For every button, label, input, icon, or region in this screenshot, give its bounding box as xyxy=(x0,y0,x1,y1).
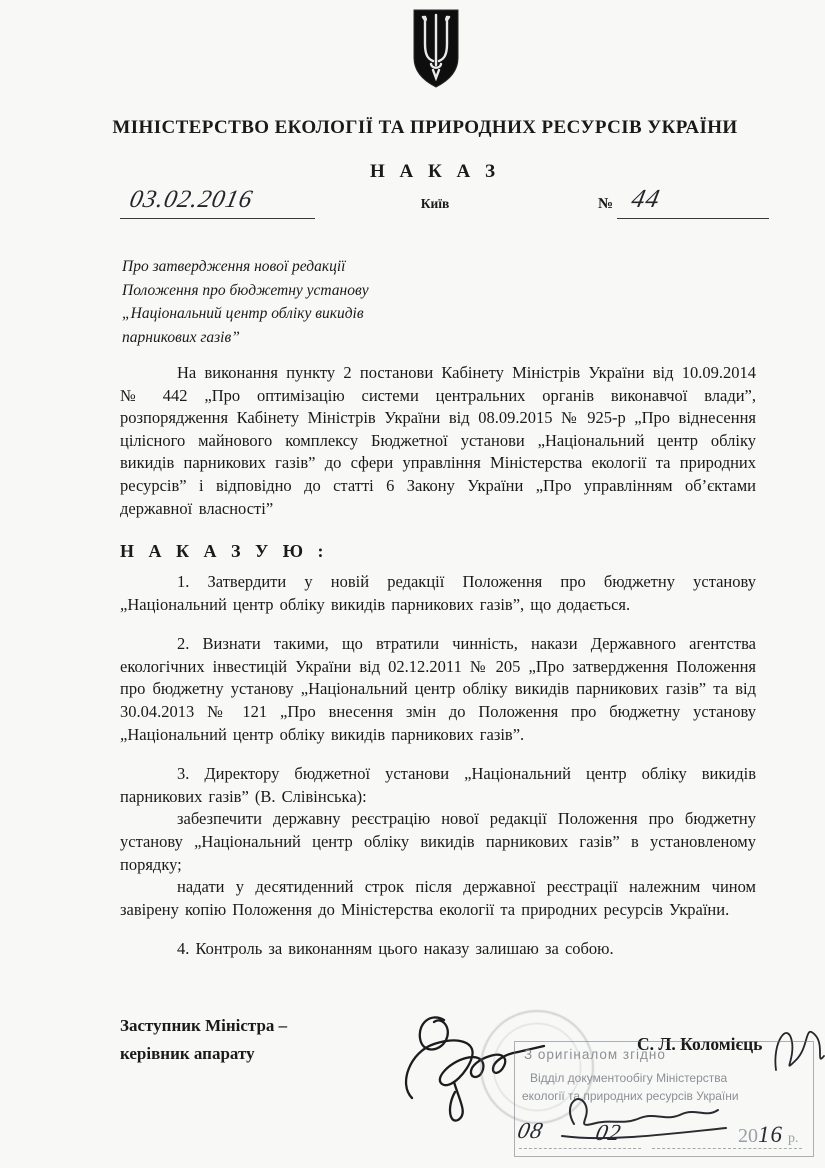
number-label: № xyxy=(598,196,614,212)
handwritten-number: 44 xyxy=(629,184,664,213)
stamp-signature-scribble xyxy=(548,1086,738,1146)
number-underline xyxy=(617,218,769,219)
document-type-heading: Н А К А З xyxy=(369,161,501,182)
preamble-paragraph: На виконання пункту 2 постанови Кабінету Міністрів України від 10.09.2014 № 442 „Про оптимізацію системи центральних органів виконавчої влади”, розпорядження Кабінету Міністрів України від 08.09.2015 № 925-р „Про віднесення цілісного майнового комплексу Бюджетної установи „Національний центр обліку викидів парникових газів” до сфери управління Міністерства екології та природних ресурсів” і відповідно до статті 6 Закону України „Про управлінням об’єктами державної власності” xyxy=(120,363,756,518)
stamp-year-suffix: р. xyxy=(788,1131,799,1146)
stamp-handwritten-month: 02 xyxy=(593,1120,624,1145)
subject-block xyxy=(122,255,452,349)
stamp-line-department: Відділ документообігу Міністерства xyxy=(530,1071,728,1085)
stamp-year-prefix: 20 xyxy=(738,1125,758,1147)
subject-line: Положення про бюджетну установу xyxy=(122,281,369,299)
subject-line: парникових газів” xyxy=(122,328,240,346)
order-heading: Н А К А З У Ю : xyxy=(120,541,329,561)
stamp-date-dotted-line xyxy=(519,1148,641,1149)
date-underline xyxy=(120,218,315,219)
ministry-title: МІНІСТЕРСТВО ЕКОЛОГІЇ ТА ПРИРОДНИХ РЕСУРСІВ УКРАЇНИ xyxy=(112,117,738,138)
order-item-2: 2. Визнати такими, що втратили чинність, накази Державного агентства екологічних інвестицій України від 02.12.2011 № 205 „Про затвердження Положення про бюджетну установу „Національний центр обліку викидів парникових газів” та від 30.04.2013 № 121 „Про внесення змін до Положення про бюджетну установу „Національний центр обліку викидів парникових газів”. xyxy=(120,634,756,744)
stamp-date-dotted-line xyxy=(652,1148,802,1149)
order-item-3-sub-2: надати у десятиденний строк після державної реєстрації належним чином завірену копію Положення до Міністерства екології та природних ресурсів України. xyxy=(120,877,756,919)
order-item-1: 1. Затвердити у новій редакції Положення про бюджетну установу „Національний центр обліку викидів парникових газів”, що додається. xyxy=(120,572,756,614)
ukraine-trident-emblem-icon xyxy=(411,8,461,90)
stamp-handwritten-year: 16 xyxy=(758,1122,783,1147)
handwritten-date: 03.02.2016 xyxy=(127,186,256,213)
stamp-handwritten-day: 08 xyxy=(515,1118,546,1143)
signer-position-line: Заступник Міністра – xyxy=(120,1016,288,1035)
order-item-3-sub-1: забезпечити державну реєстрацію нової редакції Положення про бюджетну установу „Національний центр обліку викидів парникових газів” в установленому порядку; xyxy=(120,809,756,874)
stamp-line-ministry: екології та природних ресурсів України xyxy=(522,1089,739,1103)
signer-position xyxy=(120,1012,380,1068)
subject-line: Про затвердження нової редакції xyxy=(122,258,346,275)
signer-name: С. Л. Коломієць xyxy=(637,1034,763,1054)
order-items xyxy=(120,571,756,961)
subject-line: „Національний центр обліку викидів xyxy=(122,305,364,322)
order-item-4: 4. Контроль за виконанням цього наказу залишаю за собою. xyxy=(177,939,614,959)
stamp-line-certified: З оригіналом згідно xyxy=(524,1047,666,1062)
stamp-year xyxy=(738,1122,799,1148)
signer-position-line: керівник апарату xyxy=(120,1044,255,1063)
order-item-3: 3. Директору бюджетної установи „Національний центр обліку викидів парникових газів” (В. Слівінська): xyxy=(120,764,756,806)
city-label: Київ xyxy=(420,196,450,211)
